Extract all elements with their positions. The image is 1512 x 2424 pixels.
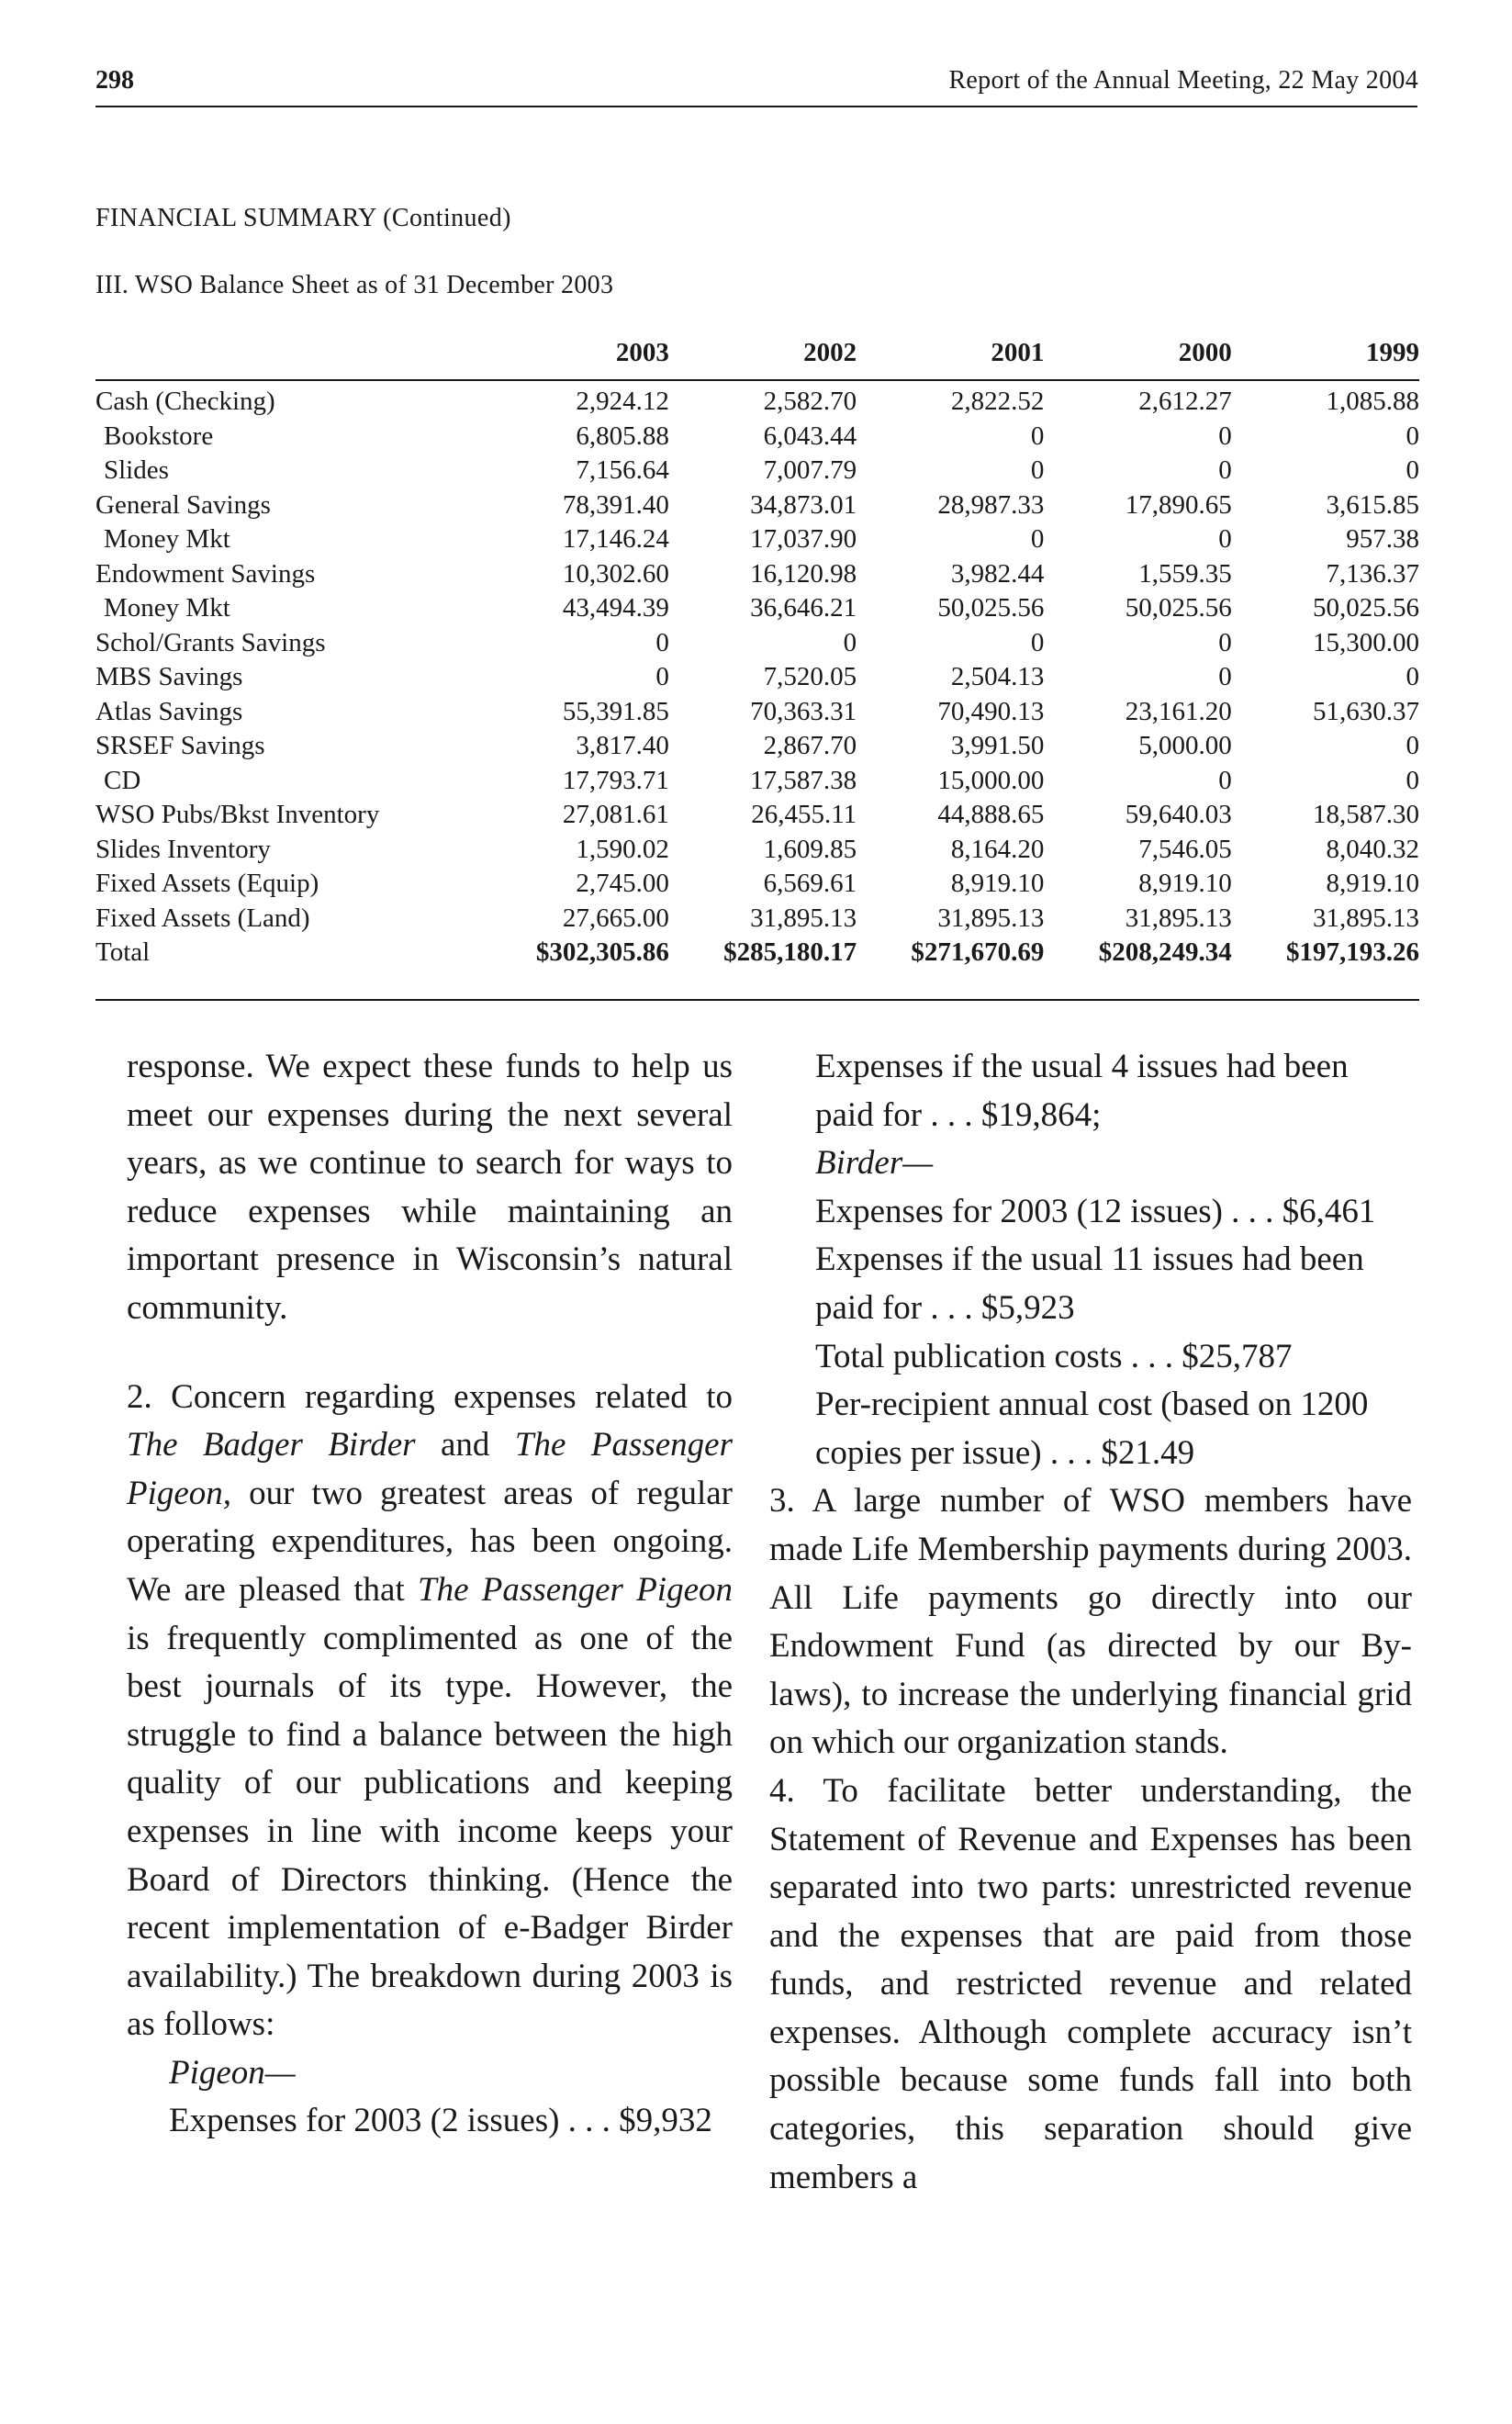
value-cell-1999: 7,136.37 bbox=[1326, 558, 1419, 589]
birder-usual-expenses: Expenses if the usual 11 issues had been paid for . . . $5,923 bbox=[815, 1240, 1364, 1327]
balance-sheet-table bbox=[95, 338, 1419, 971]
header-label-cell bbox=[95, 338, 482, 380]
value-cell-2003: 6,805.88 bbox=[576, 421, 669, 451]
value-cell-2001: 70,490.13 bbox=[937, 696, 1045, 726]
value-cell-2001: 28,987.33 bbox=[937, 489, 1045, 520]
item-2-text-start: 2. Concern regarding expenses related to bbox=[127, 1377, 733, 1416]
value-cell-1999: 8,040.32 bbox=[1326, 834, 1419, 864]
table-row bbox=[95, 867, 1419, 902]
row-label: Fixed Assets (Land) bbox=[95, 903, 310, 933]
value-cell-1999: 1,085.88 bbox=[1326, 387, 1419, 416]
table-row bbox=[95, 380, 1419, 420]
column-header-2003: 2003 bbox=[482, 338, 669, 380]
value-cell-2001: 0 bbox=[1030, 524, 1045, 554]
value-cell-1999: 0 bbox=[1406, 731, 1419, 760]
value-cell-2001: 50,025.56 bbox=[937, 593, 1045, 623]
value-cell-2001: 8,919.10 bbox=[950, 869, 1045, 898]
value-cell-2001: 2,504.13 bbox=[950, 662, 1045, 691]
value-cell-2002: 7,007.79 bbox=[763, 455, 857, 485]
item-2-text-and: and bbox=[415, 1426, 515, 1464]
value-cell-2000: 1,559.35 bbox=[1138, 558, 1232, 589]
value-cell-1999: 0 bbox=[1406, 421, 1419, 451]
value-cell-2002: 6,569.61 bbox=[763, 869, 857, 898]
value-cell-2000: 23,161.20 bbox=[1125, 696, 1232, 726]
column-header-2001: 2001 bbox=[857, 338, 1044, 380]
value-cell-2003: 2,924.12 bbox=[576, 387, 669, 416]
row-label: Endowment Savings bbox=[95, 558, 316, 589]
column-header-2002: 2002 bbox=[669, 338, 857, 380]
per-recipient-cost: Per-recipient annual cost (based on 1200 copies per issue) . . . $21.49 bbox=[815, 1386, 1369, 1472]
value-cell-2002: 1,609.85 bbox=[763, 834, 857, 864]
paragraph-response: response. We expect these funds to help us meet our expenses during the next several years, as we continue to search for ways to reduce expenses while maintaining an important presence in Wisconsin’s natural community. bbox=[127, 1048, 733, 1327]
value-cell-2002: 34,873.01 bbox=[750, 489, 857, 520]
value-cell-1999: 957.38 bbox=[1346, 524, 1419, 554]
item-2-text-end: is frequently complimented as one of the best journals of its type. However, the struggle to find a balance between the high quality of our publications and keeping expenses in line with income keeps your Board of Directors thinking. (Hence the recent implementation of e-Badger Birder availability.) The breakdown during 2003 is as follows: bbox=[127, 1619, 733, 2044]
birder-expenses: Expenses for 2003 (12 issues) . . . $6,461 bbox=[815, 1192, 1376, 1230]
value-cell-2003: 7,156.64 bbox=[576, 455, 669, 485]
column-header-1999: 1999 bbox=[1232, 338, 1419, 380]
total-publication-costs: Total publication costs . . . $25,787 bbox=[815, 1337, 1293, 1375]
row-label: SRSEF Savings bbox=[95, 731, 265, 760]
value-cell-1999: 18,587.30 bbox=[1313, 800, 1419, 829]
value-cell-2000: 0 bbox=[1218, 627, 1232, 657]
value-cell-2002: 26,455.11 bbox=[751, 800, 857, 829]
paragraph-item-3: 3. A large number of WSO members have made Life Membership payments during 2003. All Life payments go directly into our Endowment Fund (as directed by our By-laws), to increase the underlying financial grid on which our organization stands. bbox=[769, 1482, 1412, 1762]
table-title: III. WSO Balance Sheet as of 31 December 2003 bbox=[95, 271, 614, 299]
value-cell-2000: 8,919.10 bbox=[1138, 869, 1232, 898]
value-cell-2000: 31,895.13 bbox=[1125, 903, 1232, 933]
value-cell-2002: 2,867.70 bbox=[763, 731, 857, 760]
pigeon-usual-expenses: Expenses if the usual 4 issues had been paid for . . . $19,864; bbox=[815, 1048, 1349, 1134]
row-label: Bookstore bbox=[104, 421, 214, 451]
value-cell-2002: 7,520.05 bbox=[763, 662, 857, 691]
value-cell-2000: 0 bbox=[1218, 524, 1232, 554]
value-cell-2000: 7,546.05 bbox=[1138, 834, 1232, 864]
value-cell-1999: 0 bbox=[1406, 662, 1419, 691]
row-label: Money Mkt bbox=[104, 593, 230, 623]
table-row bbox=[95, 729, 1419, 764]
table-row bbox=[95, 557, 1419, 592]
value-cell-2003: 27,665.00 bbox=[562, 903, 669, 933]
value-cell-2001: 8,164.20 bbox=[950, 834, 1045, 864]
value-cell-2000: 0 bbox=[1218, 662, 1232, 691]
table-row bbox=[95, 695, 1419, 730]
table-row bbox=[95, 488, 1419, 523]
table-row bbox=[95, 420, 1419, 454]
value-cell-2002: 0 bbox=[843, 627, 857, 657]
total-row bbox=[95, 936, 1419, 971]
value-cell-1999: 31,895.13 bbox=[1313, 903, 1419, 933]
value-cell-2000: 50,025.56 bbox=[1125, 593, 1232, 623]
value-cell-2002: 31,895.13 bbox=[750, 903, 857, 933]
value-cell-2001: 15,000.00 bbox=[937, 765, 1045, 795]
table-row bbox=[95, 660, 1419, 695]
item-2-text-mid: our two greatest areas of regular operating expenditures, has been ongoing. We are pleased that bbox=[127, 1474, 733, 1609]
total-label: Total bbox=[95, 937, 151, 967]
value-cell-2002: 17,037.90 bbox=[750, 524, 857, 554]
value-cell-2003: 0 bbox=[655, 627, 669, 657]
value-cell-2003: 17,793.71 bbox=[562, 765, 669, 795]
title-passenger-pigeon: The Passenger Pigeon, bbox=[127, 1426, 733, 1512]
value-cell-2000: 0 bbox=[1218, 455, 1232, 485]
value-cell-1999: 0 bbox=[1406, 765, 1419, 795]
birder-label: Birder— bbox=[815, 1144, 934, 1183]
balance-sheet-body bbox=[95, 380, 1419, 971]
value-cell-2003: 2,745.00 bbox=[576, 869, 669, 898]
row-label: Slides Inventory bbox=[95, 834, 271, 864]
total-value-1999: $197,193.26 bbox=[1286, 937, 1419, 967]
value-cell-2001: 0 bbox=[1030, 421, 1045, 451]
row-label: MBS Savings bbox=[95, 662, 243, 691]
table-row bbox=[95, 522, 1419, 557]
value-cell-2001: 0 bbox=[1030, 455, 1045, 485]
column-header-2000: 2000 bbox=[1044, 338, 1231, 380]
value-cell-2001: 2,822.52 bbox=[950, 387, 1045, 416]
table-bottom-rule bbox=[95, 999, 1419, 1001]
value-cell-2003: 43,494.39 bbox=[562, 593, 669, 623]
value-cell-2003: 17,146.24 bbox=[562, 524, 669, 554]
table-row bbox=[95, 591, 1419, 626]
table-header-row bbox=[95, 338, 1419, 380]
value-cell-1999: 50,025.56 bbox=[1313, 593, 1419, 623]
table-row bbox=[95, 626, 1419, 661]
value-cell-2002: 17,587.38 bbox=[750, 765, 857, 795]
row-label: General Savings bbox=[95, 489, 271, 520]
row-label: Cash (Checking) bbox=[95, 387, 275, 416]
row-label: Atlas Savings bbox=[95, 696, 243, 726]
value-cell-2002: 36,646.21 bbox=[750, 593, 857, 623]
section-title: FINANCIAL SUMMARY (Continued) bbox=[95, 204, 511, 232]
table-row bbox=[95, 454, 1419, 488]
value-cell-2002: 2,582.70 bbox=[763, 387, 857, 416]
pigeon-expenses: Expenses for 2003 (2 issues) . . . $9,932 bbox=[169, 2102, 712, 2140]
value-cell-2001: 44,888.65 bbox=[937, 800, 1045, 829]
title-badger-birder: The Badger Birder bbox=[127, 1426, 416, 1464]
value-cell-2001: 0 bbox=[1030, 627, 1045, 657]
value-cell-2003: 10,302.60 bbox=[562, 558, 669, 589]
table-row bbox=[95, 764, 1419, 799]
row-label: CD bbox=[104, 765, 141, 795]
table-row bbox=[95, 798, 1419, 833]
value-cell-2000: 0 bbox=[1218, 421, 1232, 451]
value-cell-2002: 70,363.31 bbox=[750, 696, 857, 726]
table-row bbox=[95, 833, 1419, 868]
value-cell-2003: 3,817.40 bbox=[576, 731, 669, 760]
paragraph-gap bbox=[127, 1333, 733, 1374]
value-cell-1999: 3,615.85 bbox=[1326, 489, 1419, 520]
value-cell-2003: 27,081.61 bbox=[562, 800, 669, 829]
row-label: Schol/Grants Savings bbox=[95, 627, 326, 657]
value-cell-2000: 17,890.65 bbox=[1125, 489, 1232, 520]
value-cell-2003: 0 bbox=[655, 662, 669, 691]
page-number: 298 bbox=[95, 66, 134, 95]
value-cell-2000: 2,612.27 bbox=[1138, 387, 1232, 416]
value-cell-2003: 78,391.40 bbox=[562, 489, 669, 520]
running-head: Report of the Annual Meeting, 22 May 2004 bbox=[948, 66, 1418, 95]
value-cell-2000: 0 bbox=[1218, 765, 1232, 795]
total-value-2000: $208,249.34 bbox=[1098, 937, 1232, 967]
paragraph-item-4: 4. To facilitate better understanding, the Statement of Revenue and Expenses has been separated into two parts: unrestricted revenue and the expenses that are paid from those funds, and restricted revenue and related expenses. Although complete accuracy isn’t possible because some funds fall into both categories, this separation should give members a bbox=[769, 1771, 1412, 2196]
value-cell-2001: 31,895.13 bbox=[937, 903, 1045, 933]
pigeon-label: Pigeon— bbox=[169, 2053, 296, 2092]
total-value-2003: $302,305.86 bbox=[535, 937, 669, 967]
total-value-2001: $271,670.69 bbox=[911, 937, 1045, 967]
paragraph-item-2 bbox=[127, 1374, 733, 2049]
table-row bbox=[95, 902, 1419, 937]
value-cell-2001: 3,991.50 bbox=[950, 731, 1045, 760]
left-text-column bbox=[127, 1043, 733, 2146]
right-text-column bbox=[769, 1043, 1412, 2202]
row-label: Slides bbox=[104, 455, 169, 485]
value-cell-2002: 16,120.98 bbox=[750, 558, 857, 589]
header-rule bbox=[95, 106, 1417, 107]
value-cell-2003: 1,590.02 bbox=[576, 834, 669, 864]
value-cell-2002: 6,043.44 bbox=[763, 421, 857, 451]
value-cell-1999: 51,630.37 bbox=[1313, 696, 1419, 726]
value-cell-2000: 59,640.03 bbox=[1125, 800, 1232, 829]
value-cell-2000: 5,000.00 bbox=[1138, 731, 1232, 760]
value-cell-1999: 8,919.10 bbox=[1326, 869, 1419, 898]
row-label: Money Mkt bbox=[104, 524, 230, 554]
row-label: WSO Pubs/Bkst Inventory bbox=[95, 800, 380, 829]
value-cell-2003: 55,391.85 bbox=[562, 696, 669, 726]
value-cell-1999: 15,300.00 bbox=[1313, 627, 1419, 657]
value-cell-1999: 0 bbox=[1406, 455, 1419, 485]
total-value-2002: $285,180.17 bbox=[723, 937, 857, 967]
value-cell-2001: 3,982.44 bbox=[950, 558, 1045, 589]
title-passenger-pigeon-2: The Passenger Pigeon bbox=[418, 1570, 733, 1609]
row-label: Fixed Assets (Equip) bbox=[95, 869, 319, 898]
